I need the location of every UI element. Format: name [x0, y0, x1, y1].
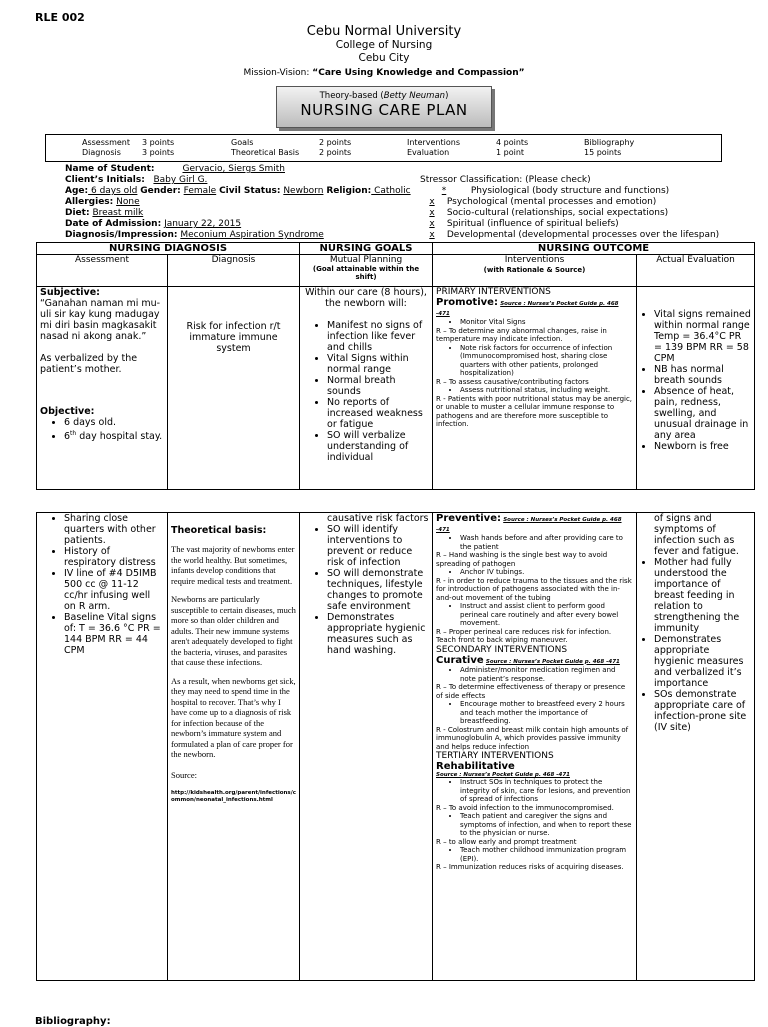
list-item: • No reports of increased weakness or fatigue: [327, 397, 429, 430]
header-nursing-diagnosis: NURSING DIAGNOSIS: [37, 243, 300, 255]
college-name: College of Nursing: [335, 39, 433, 51]
city-name: Cebu City: [358, 52, 410, 64]
mission-vision: [0, 68, 768, 78]
header-nursing-goals: NURSING GOALS: [300, 243, 433, 255]
client-info: Name of Student: Gervacio, Siergs Smith Client’s Initials: Baby Girl G. Age: 6 days old Gender: Female Civil Status: Newborn Religion: Catholic Allergies: None Diet: Breast milk Date of Admission: January 22, 2015 Diagnosis/Impression: Meconium Aspiration Syndrome: [65, 164, 411, 240]
points-label-col3: Interventions Evaluation: [407, 138, 460, 157]
source-link: http://kidshealth.org/parent/infections/common/neonatal_infections.html: [171, 790, 296, 803]
points-box: [45, 134, 722, 162]
list-item: • Wash hands before and after providing care to the patient: [460, 534, 633, 551]
list-item: • IV line of #4 D5IMB 500 cc @ 11-12 cc/hr infusing well on R arm.: [64, 568, 164, 612]
stressor-classification: [420, 175, 719, 241]
page-title: NURSING CARE PLAN: [300, 101, 468, 119]
list-item: • Administer/monitor medication regimen and note patient’s response.: [460, 666, 633, 683]
list-item: • Demonstrates appropriate hygienic measures and verbalized it’s importance: [654, 634, 751, 689]
list-item: • SOs demonstrate appropriate care of infection-prone site (IV site): [654, 689, 751, 733]
goals-cell-cont: causative risk factors • SO will identify interventions to prevent or reduce risk of infection • SO will demonstrate techniques, lifestyle changes to promote safe environment • Demonstrates appropriate hygienic measures such as hand washing.: [300, 513, 433, 981]
bibliography-heading: Bibliography:: [35, 1016, 111, 1027]
evaluation-cell: [637, 287, 755, 490]
banner-subtitle: Theory-based (Betty Neuman): [319, 91, 449, 101]
list-item: • Teach mother childhood immunization program (EPI).: [460, 846, 633, 863]
list-item: • Demonstrates appropriate hygienic measures such as hand washing.: [327, 612, 429, 656]
points-value-col2: 2 points 2 points: [319, 138, 352, 157]
form-code: RLE 002: [35, 11, 85, 24]
theoretical-basis-cell: Theoretical basis: The vast majority of newborns enter the world healthy. But sometimes, infants develop conditions that require medical tests and treatment. Newborns are particularly susceptible to certain diseases, much more so than older children and adults. Their new immune systems aren't adequately developed to fight the bacteria, viruses, and parasites that cause these infections. As a result, when newborns get sick, they may need to spend time in the hospital to recover. That’s why I have come up to a diagnosis of risk for infection because of the newborn’s immature system and formulated a plan of care proper for the newborn. Source: http://kidshealth.org/parent/infections/common/neonatal_infections.html: [168, 513, 300, 981]
assessment-cell: Subjective: “Ganahan naman mi mu-uli sir kay kung madugay mi diri basin magkasakit nasad ni akong anak.” As verbalized by the patient’s mother. Objective: • 6 days old. • 6th day hospital stay.: [37, 287, 168, 490]
stressor-item: x Developmental (developmental processes over the lifespan): [429, 230, 720, 240]
mission-text: “Care Using Knowledge and Compassion”: [312, 68, 525, 78]
col-interventions: Interventions (with Rationale & Source): [433, 255, 637, 287]
stressor-item: x Spiritual (influence of spiritual beliefs): [429, 219, 619, 229]
care-plan-table-page1: [36, 242, 755, 490]
header-nursing-outcome: NURSING OUTCOME: [433, 243, 755, 255]
points-label-col1: Assessment Diagnosis: [82, 138, 130, 157]
list-item: • 6th day hospital stay.: [64, 428, 164, 442]
list-item: • Mother had fully understood the importance of breast feeding in relation to strengthening the immunity: [654, 557, 751, 634]
col-diagnosis: Diagnosis: [168, 255, 300, 287]
list-item: • Manifest no signs of infection like fever and chills: [327, 320, 429, 353]
list-item: • Anchor IV tubings.: [460, 568, 633, 577]
stressor-item: x Socio-cultural (relationships, social expectations): [429, 208, 669, 218]
col-assessment: Assessment: [37, 255, 168, 287]
interventions-cell-cont: Preventive: Source : Nurses’s Pocket Guide p. 468 -471 • Wash hands before and after providing care to the patient R – Hand washing is the single best way to avoid spreading of pathogen • Anchor IV tubings. R - in order to reduce trauma to the tissues and the risk for introduction of pathogens associated with the in-and-out movement of the tubing • Instruct and assist client to perform good perineal care routinely and after every bowel movement. R – Proper perineal care reduces risk for infection. Teach front to back wiping maneuver. SECONDARY INTERVENTIONS Curative Source : Nurses’s Pocket Guide p. 468 -471 • Administer/monitor medication regimen and note patient’s response. R – To determine effectiveness of therapy or presence of side effects • Encourage mother to breastfeed every 2 hours and teach mother the importance of breastfeeding. R - Colostrum and breast milk contain high amounts of immunoglobulin A, which provides passive immunity and helps reduce infection TERTIARY INTERVENTIONS Rehabilitative Source : Nurses’s Pocket Guide p. 468 -471 • Instruct SOs in techniques to protect the integrity of skin, care for lesions, and prevention of spread of infections R – To avoid infection to the immunocompromised. • Teach patient and caregiver the signs and symptoms of infection, and when to report these to the physician or nurse. R – to allow early and prompt treatment • Teach mother childhood immunization program (EPI). R – Immunization reduces risks of acquiring diseases.: [433, 513, 637, 981]
list-item: • Instruct SOs in techniques to protect the integrity of skin, care for lesions, and prevention of spread of infections: [460, 778, 633, 804]
points-value-col1: 3 points 3 points: [142, 138, 175, 157]
list-item: • Note risk factors for occurrence of infection (Immunocompromised host, sharing close quarters with other patients, prolonged hospitalization): [460, 344, 633, 378]
list-item: • SO will identify interventions to prevent or reduce risk of infection: [327, 524, 429, 568]
list-item: • Normal breath sounds: [327, 375, 429, 397]
stressor-item: * Physiological (body structure and functions): [441, 186, 670, 196]
points-label-col4: Bibliography: [584, 138, 635, 147]
list-item: • History of respiratory distress: [64, 546, 164, 568]
list-item: • Sharing close quarters with other patients.: [64, 513, 164, 546]
points-value-col4: 15 points: [584, 148, 622, 157]
stressor-title: Stressor Classification: (Please check): [420, 175, 591, 185]
list-item: • Newborn is free: [654, 441, 751, 452]
list-item: • Instruct and assist client to perform good perineal care routinely and after every bowel movement.: [460, 602, 633, 628]
interventions-cell: PRIMARY INTERVENTIONS Promotive: Source : Nurses’s Pocket Guide p. 468 -471 • Monitor Vital Signs R – To determine any abnormal changes, raise in temperature may indicate infection. • Note risk factors for occurrence of infection (Immunocompromised host, sharing close quarters with other patients, prolonged hospitalization) R – To assess causative/contributing factors • Assess nutritional status, including weight. R - Patients with poor nutritional status may be anergic, or unable to muster a cellular immune response to pathogens and are therefore more susceptible to infection.: [433, 287, 637, 490]
list-item: • SO will demonstrate techniques, lifestyle changes to promote safe environment: [327, 568, 429, 612]
col-mutual-planning: Mutual Planning (Goal attainable within the shift): [300, 255, 433, 287]
list-item: • NB has normal breath sounds: [654, 364, 751, 386]
care-plan-table-page2: [36, 512, 755, 981]
university-name: Cebu Normal University: [306, 24, 462, 39]
list-item: • Teach patient and caregiver the signs and symptoms of infection, and when to report these to the physician or nurse.: [460, 812, 633, 838]
assessment-cell-cont: [37, 513, 168, 981]
stressor-item: x Psychological (mental processes and emotion): [429, 197, 657, 207]
points-label-col2: Goals Theoretical Basis: [231, 138, 300, 157]
evaluation-cell-cont: of signs and symptoms of infection such as fever and fatigue. • Mother had fully understood the importance of breast feeding in relation to strengthening the immunity • Demonstrates appropriate hygienic measures and verbalized it’s importance • SOs demonstrate appropriate care of infection-prone site (IV site): [637, 513, 755, 981]
list-item: • Vital signs remained within normal range Temp = 36.4°C PR = 139 BPM RR = 58 CPM: [654, 309, 751, 364]
list-item: • Monitor Vital Signs: [460, 318, 633, 327]
list-item: • Absence of heat, pain, redness, swelling, and unusual drainage in any area: [654, 386, 751, 441]
list-item: • Assess nutritional status, including weight.: [460, 386, 633, 395]
goals-cell: Within our care (8 hours), the newborn will: • Manifest no signs of infection like fever and chills • Vital Signs within normal range • Normal breath sounds • No reports of increased weakness or fatigue • SO will verbalize understanding of individual: [300, 287, 433, 490]
points-value-col3: 4 points 1 point: [496, 138, 529, 157]
title-banner: [276, 86, 492, 128]
list-item: • Vital Signs within normal range: [327, 353, 429, 375]
diagnosis-cell: Risk for infection r/t immature immune system: [168, 287, 300, 490]
list-item: • SO will verbalize understanding of individual: [327, 430, 429, 463]
list-item: • 6 days old.: [64, 417, 164, 428]
col-actual-evaluation: Actual Evaluation: [637, 255, 755, 287]
mission-label: Mission-Vision:: [243, 68, 310, 78]
list-item: • Encourage mother to breastfeed every 2 hours and teach mother the importance of breastfeeding.: [460, 700, 633, 726]
list-item: • Baseline Vital signs of: T = 36.6 °C PR = 144 BPM RR = 44 CPM: [64, 612, 164, 656]
